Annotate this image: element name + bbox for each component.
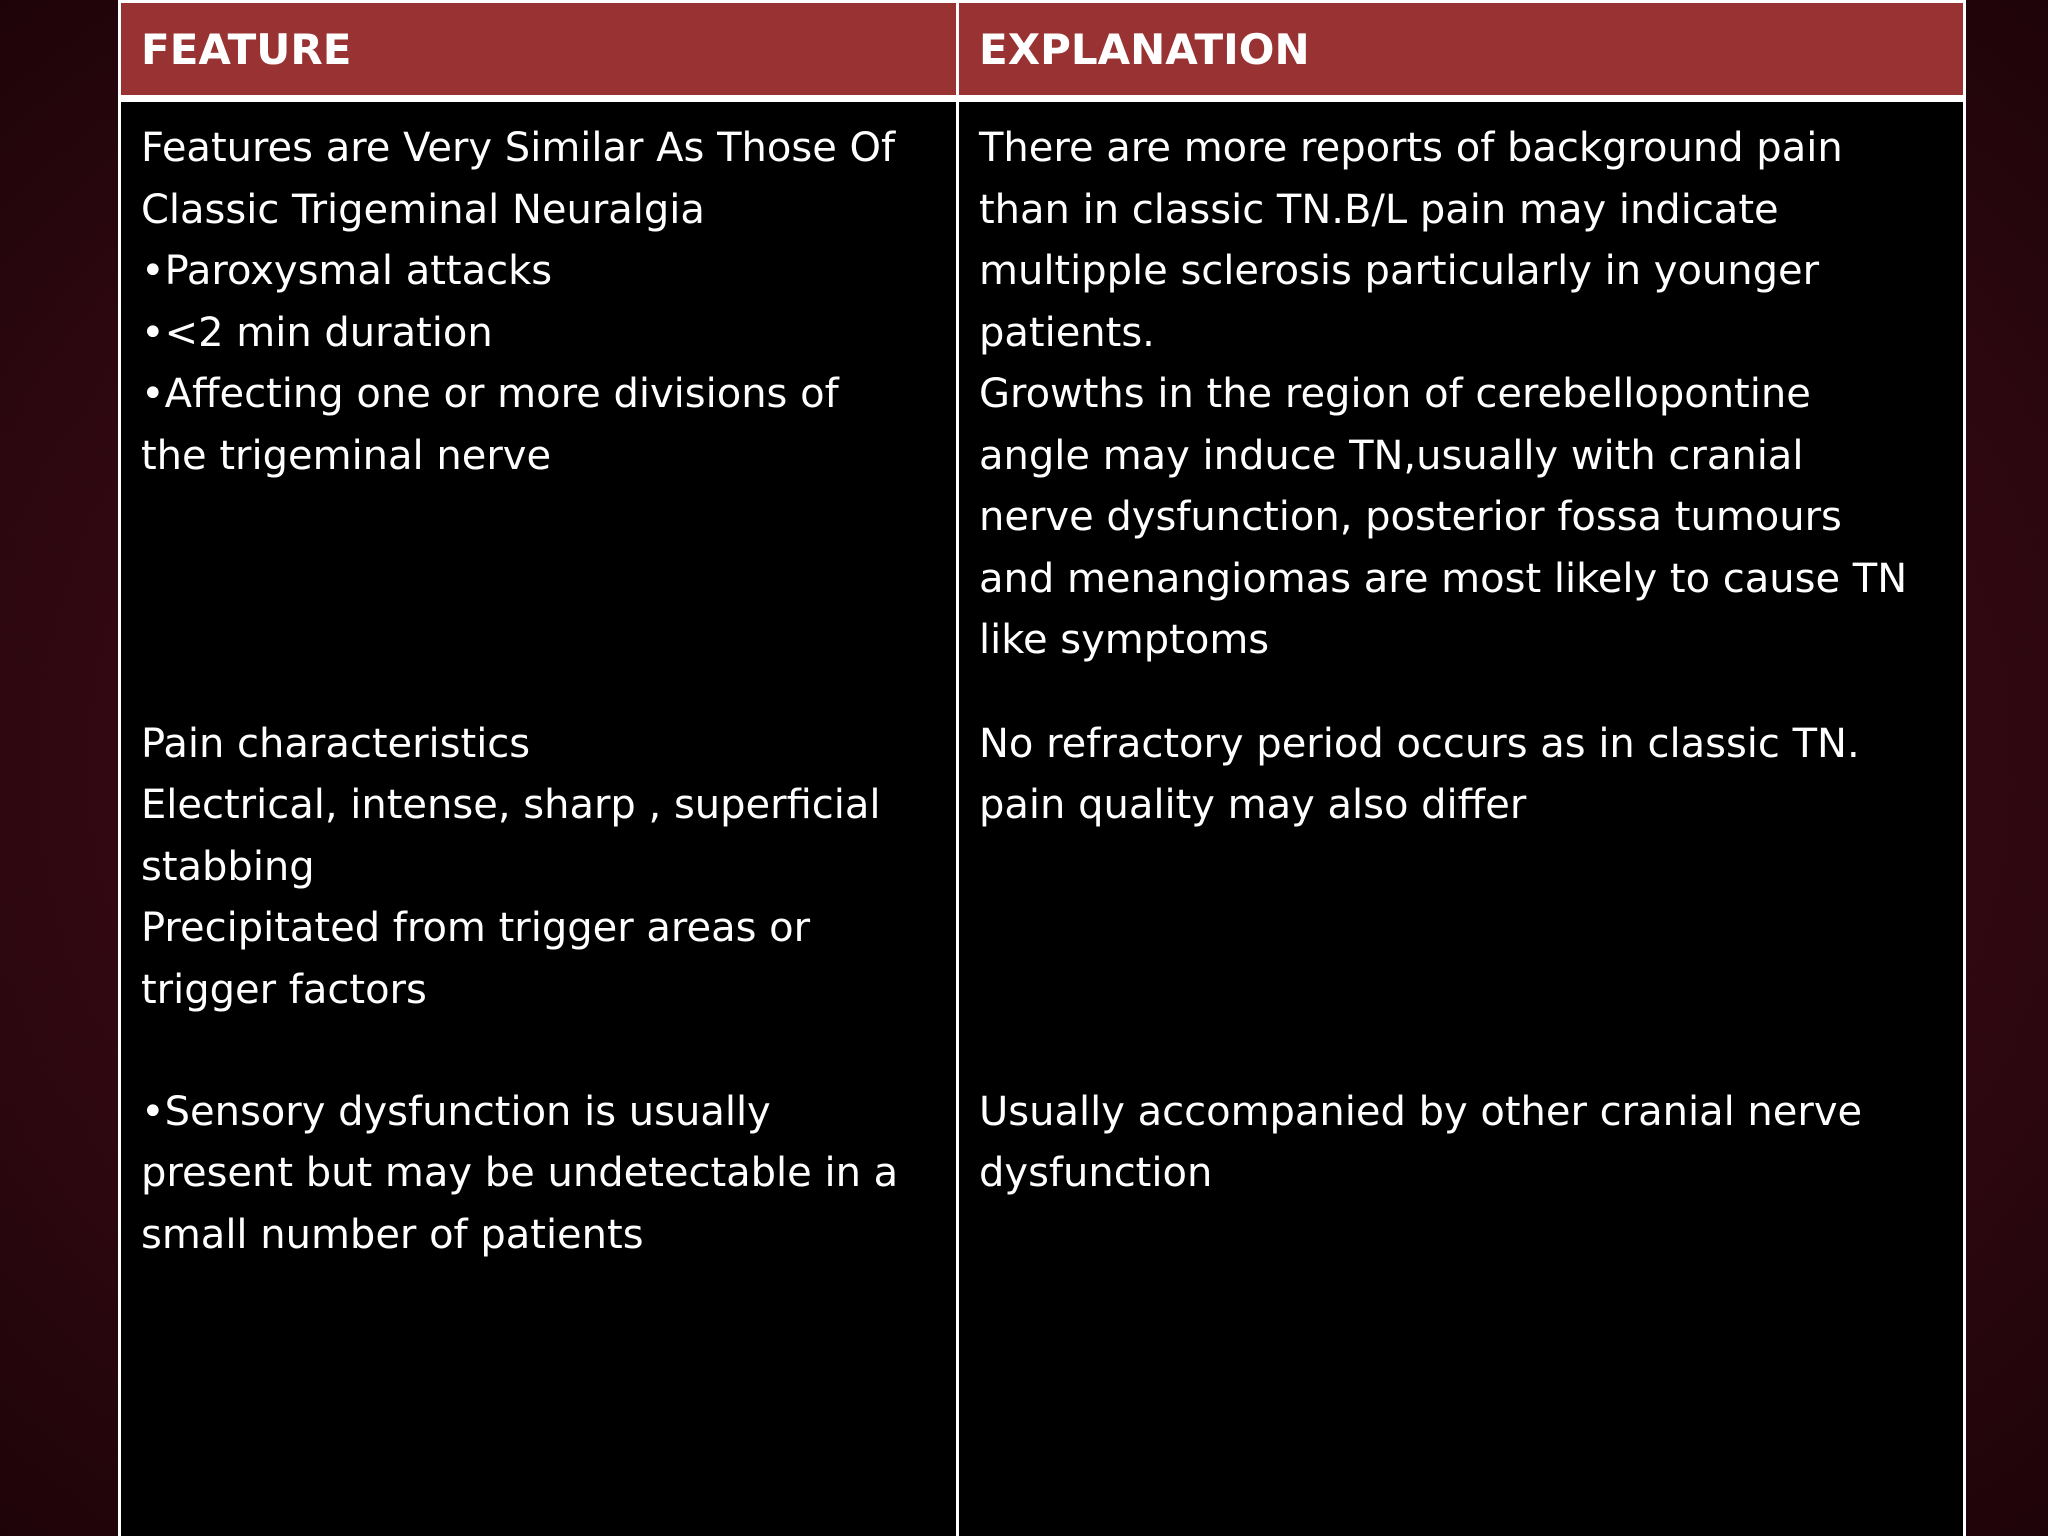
feature-line: small number of patients xyxy=(141,1211,644,1258)
explanation-line: and menangiomas are most likely to cause TN xyxy=(979,555,1908,602)
explanation-line: pain quality may also differ xyxy=(979,782,1527,828)
feature-line: trigger factors xyxy=(141,966,427,1013)
explanation-cell xyxy=(958,714,1965,1082)
feature-line: Classic Trigeminal Neuralgia xyxy=(141,186,705,233)
explanation-line: No refractory period occurs as in classic TN. xyxy=(979,720,1860,767)
feature-line: stabbing xyxy=(141,843,315,890)
feature-line: Pain characteristics xyxy=(141,720,531,767)
feature-cell xyxy=(120,1082,958,1536)
explanation-line: dysfunction xyxy=(979,1150,1213,1196)
explanation-cell xyxy=(958,99,1965,714)
feature-cell xyxy=(120,714,958,1082)
explanation-line: than in classic TN.B/L pain may indicate xyxy=(979,186,1779,233)
feature-line: •<2 min duration xyxy=(141,309,493,356)
header-feature: FEATURE xyxy=(120,2,958,99)
feature-line: Electrical, intense, sharp , superficial xyxy=(141,782,881,828)
explanation-line: Growths in the region of cerebellopontine xyxy=(979,371,1811,417)
feature-line: •Paroxysmal attacks xyxy=(141,248,553,294)
table-row xyxy=(120,99,1965,714)
explanation-line: Usually accompanied by other cranial nerve xyxy=(979,1088,1863,1135)
feature-line: •Affecting one or more divisions of xyxy=(141,371,839,417)
explanation-line: There are more reports of background pain xyxy=(979,125,1843,171)
feature-line: Features are Very Similar As Those Of xyxy=(141,125,896,171)
table-row xyxy=(120,1082,1965,1536)
comparison-table xyxy=(118,0,1966,1536)
explanation-line: patients. xyxy=(979,309,1155,356)
feature-line: present but may be undetectable in a xyxy=(141,1150,899,1196)
explanation-line: nerve dysfunction, posterior fossa tumours xyxy=(979,494,1842,540)
explanation-cell xyxy=(958,1082,1965,1536)
explanation-line: angle may induce TN,usually with cranial xyxy=(979,432,1804,479)
feature-line: Precipitated from trigger areas or xyxy=(141,905,811,951)
table-row xyxy=(120,714,1965,1082)
explanation-line: like symptoms xyxy=(979,617,1270,663)
explanation-line: multipple sclerosis particularly in younger xyxy=(979,248,1820,294)
header-explanation: EXPLANATION xyxy=(958,2,1965,99)
feature-cell xyxy=(120,99,958,714)
header-row xyxy=(120,2,1965,99)
feature-line: the trigeminal nerve xyxy=(141,432,552,479)
feature-line: •Sensory dysfunction is usually xyxy=(141,1088,771,1135)
